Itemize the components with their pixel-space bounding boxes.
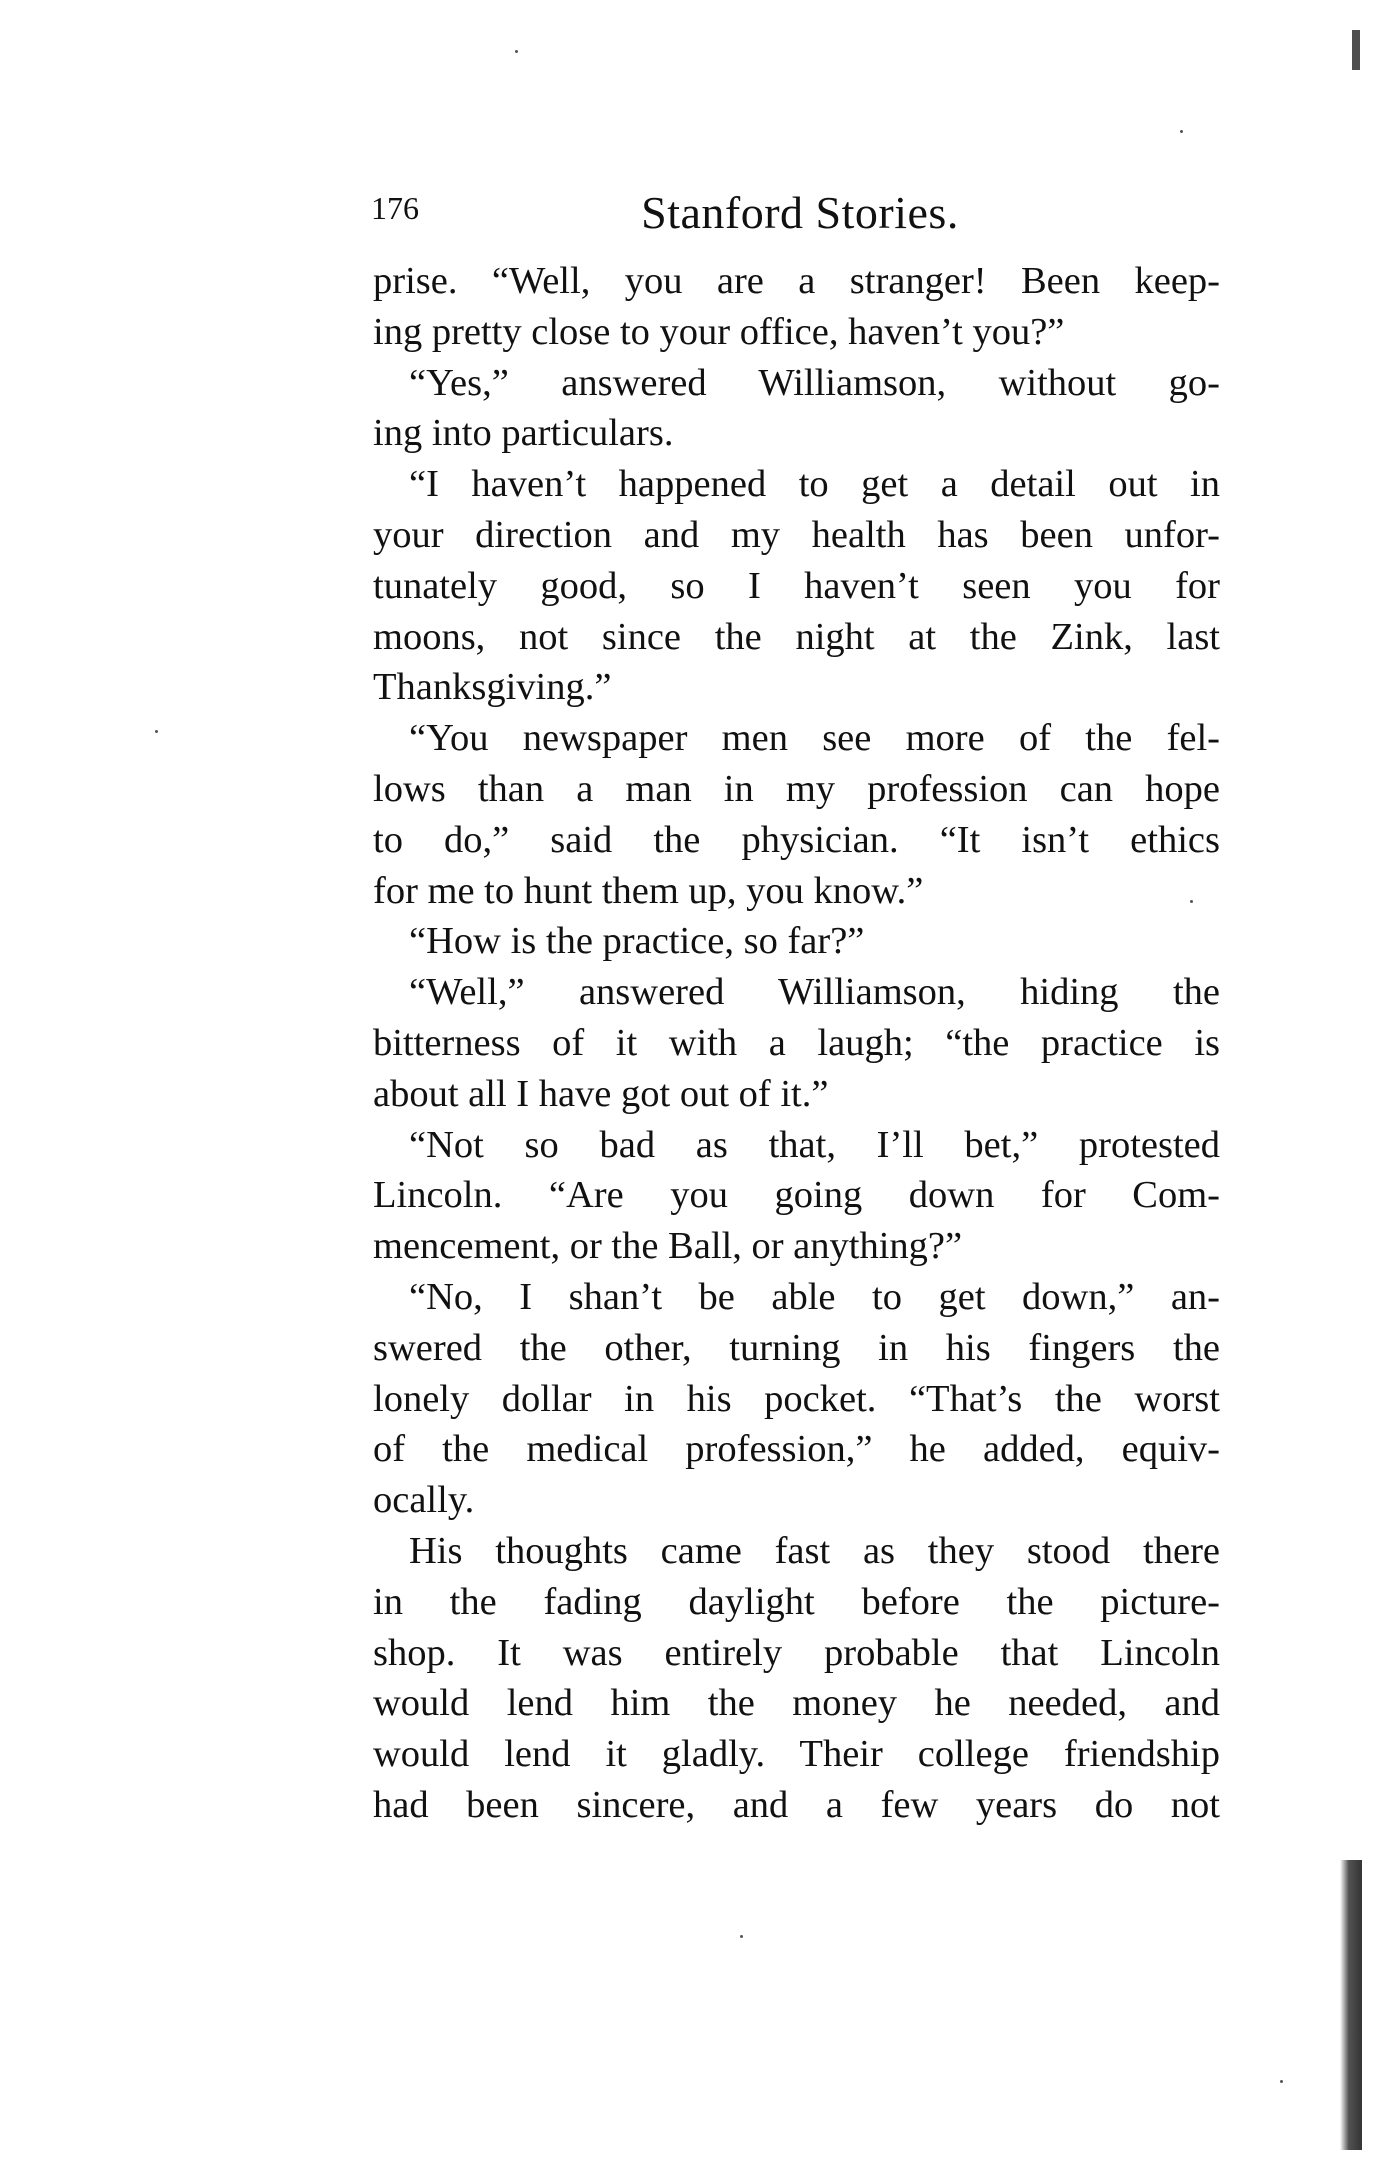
scan-edge-mark-bottom bbox=[1340, 1860, 1362, 2150]
text-line: Thanksgiving.” bbox=[373, 666, 612, 709]
speck bbox=[740, 1935, 743, 1938]
text-line: in the fading daylight before the picture- bbox=[373, 1580, 1220, 1623]
text-line: your direction and my health has been unfor- bbox=[373, 513, 1220, 556]
text-line: lows than a man in my profession can hope bbox=[373, 767, 1220, 810]
text-line: “No, I shan’t be able to get down,” an- bbox=[409, 1275, 1220, 1318]
speck bbox=[1280, 2080, 1283, 2083]
text-line: for me to hunt them up, you know.” bbox=[373, 869, 924, 912]
speck bbox=[1190, 900, 1193, 903]
page-number: 176 bbox=[371, 190, 419, 226]
text-line: to do,” said the physician. “It isn’t ethics bbox=[373, 818, 1220, 861]
text-line: “Yes,” answered Williamson, without go- bbox=[409, 361, 1220, 404]
running-title: Stanford Stories. bbox=[641, 187, 959, 238]
text-line: mencement, or the Ball, or anything?” bbox=[373, 1225, 963, 1268]
speck bbox=[1180, 130, 1183, 133]
speck bbox=[155, 730, 158, 733]
text-line: lonely dollar in his pocket. “That’s the worst bbox=[373, 1377, 1220, 1420]
text-line: ocally. bbox=[373, 1479, 475, 1522]
text-line: ing into particulars. bbox=[373, 412, 674, 455]
text-line: “I haven’t happened to get a detail out in bbox=[409, 463, 1220, 506]
text-line: tunately good, so I haven’t seen you for bbox=[373, 564, 1220, 607]
text-line: prise. “Well, you are a stranger! Been keep- bbox=[373, 260, 1220, 302]
text-line: “Well,” answered Williamson, hiding the bbox=[409, 971, 1220, 1014]
text-line: ing pretty close to your office, haven’t you?” bbox=[373, 310, 1065, 353]
text-line: Lincoln. “Are you going down for Com- bbox=[373, 1174, 1220, 1217]
text-line: “Not so bad as that, I’ll bet,” protested bbox=[409, 1123, 1220, 1166]
text-line: of the medical profession,” he added, equiv- bbox=[373, 1428, 1220, 1471]
text-line: had been sincere, and a few years do not bbox=[373, 1783, 1220, 1826]
text-line: swered the other, turning in his fingers the bbox=[373, 1326, 1220, 1369]
text-line: would lend it gladly. Their college friendship bbox=[373, 1733, 1220, 1776]
text-line: bitterness of it with a laugh; “the practice is bbox=[373, 1021, 1220, 1064]
speck bbox=[515, 50, 518, 53]
text-line: “How is the practice, so far?” bbox=[409, 920, 865, 963]
body-text bbox=[373, 256, 1220, 1831]
text-line: shop. It was entirely probable that Lincoln bbox=[373, 1631, 1220, 1674]
text-line: moons, not since the night at the Zink, last bbox=[373, 615, 1220, 658]
scan-edge-mark-top bbox=[1352, 30, 1360, 70]
text-line: “You newspaper men see more of the fel- bbox=[409, 717, 1220, 760]
text-line: about all I have got out of it.” bbox=[373, 1072, 829, 1115]
text-line: would lend him the money he needed, and bbox=[373, 1682, 1220, 1725]
text-line: His thoughts came fast as they stood there bbox=[409, 1529, 1220, 1572]
